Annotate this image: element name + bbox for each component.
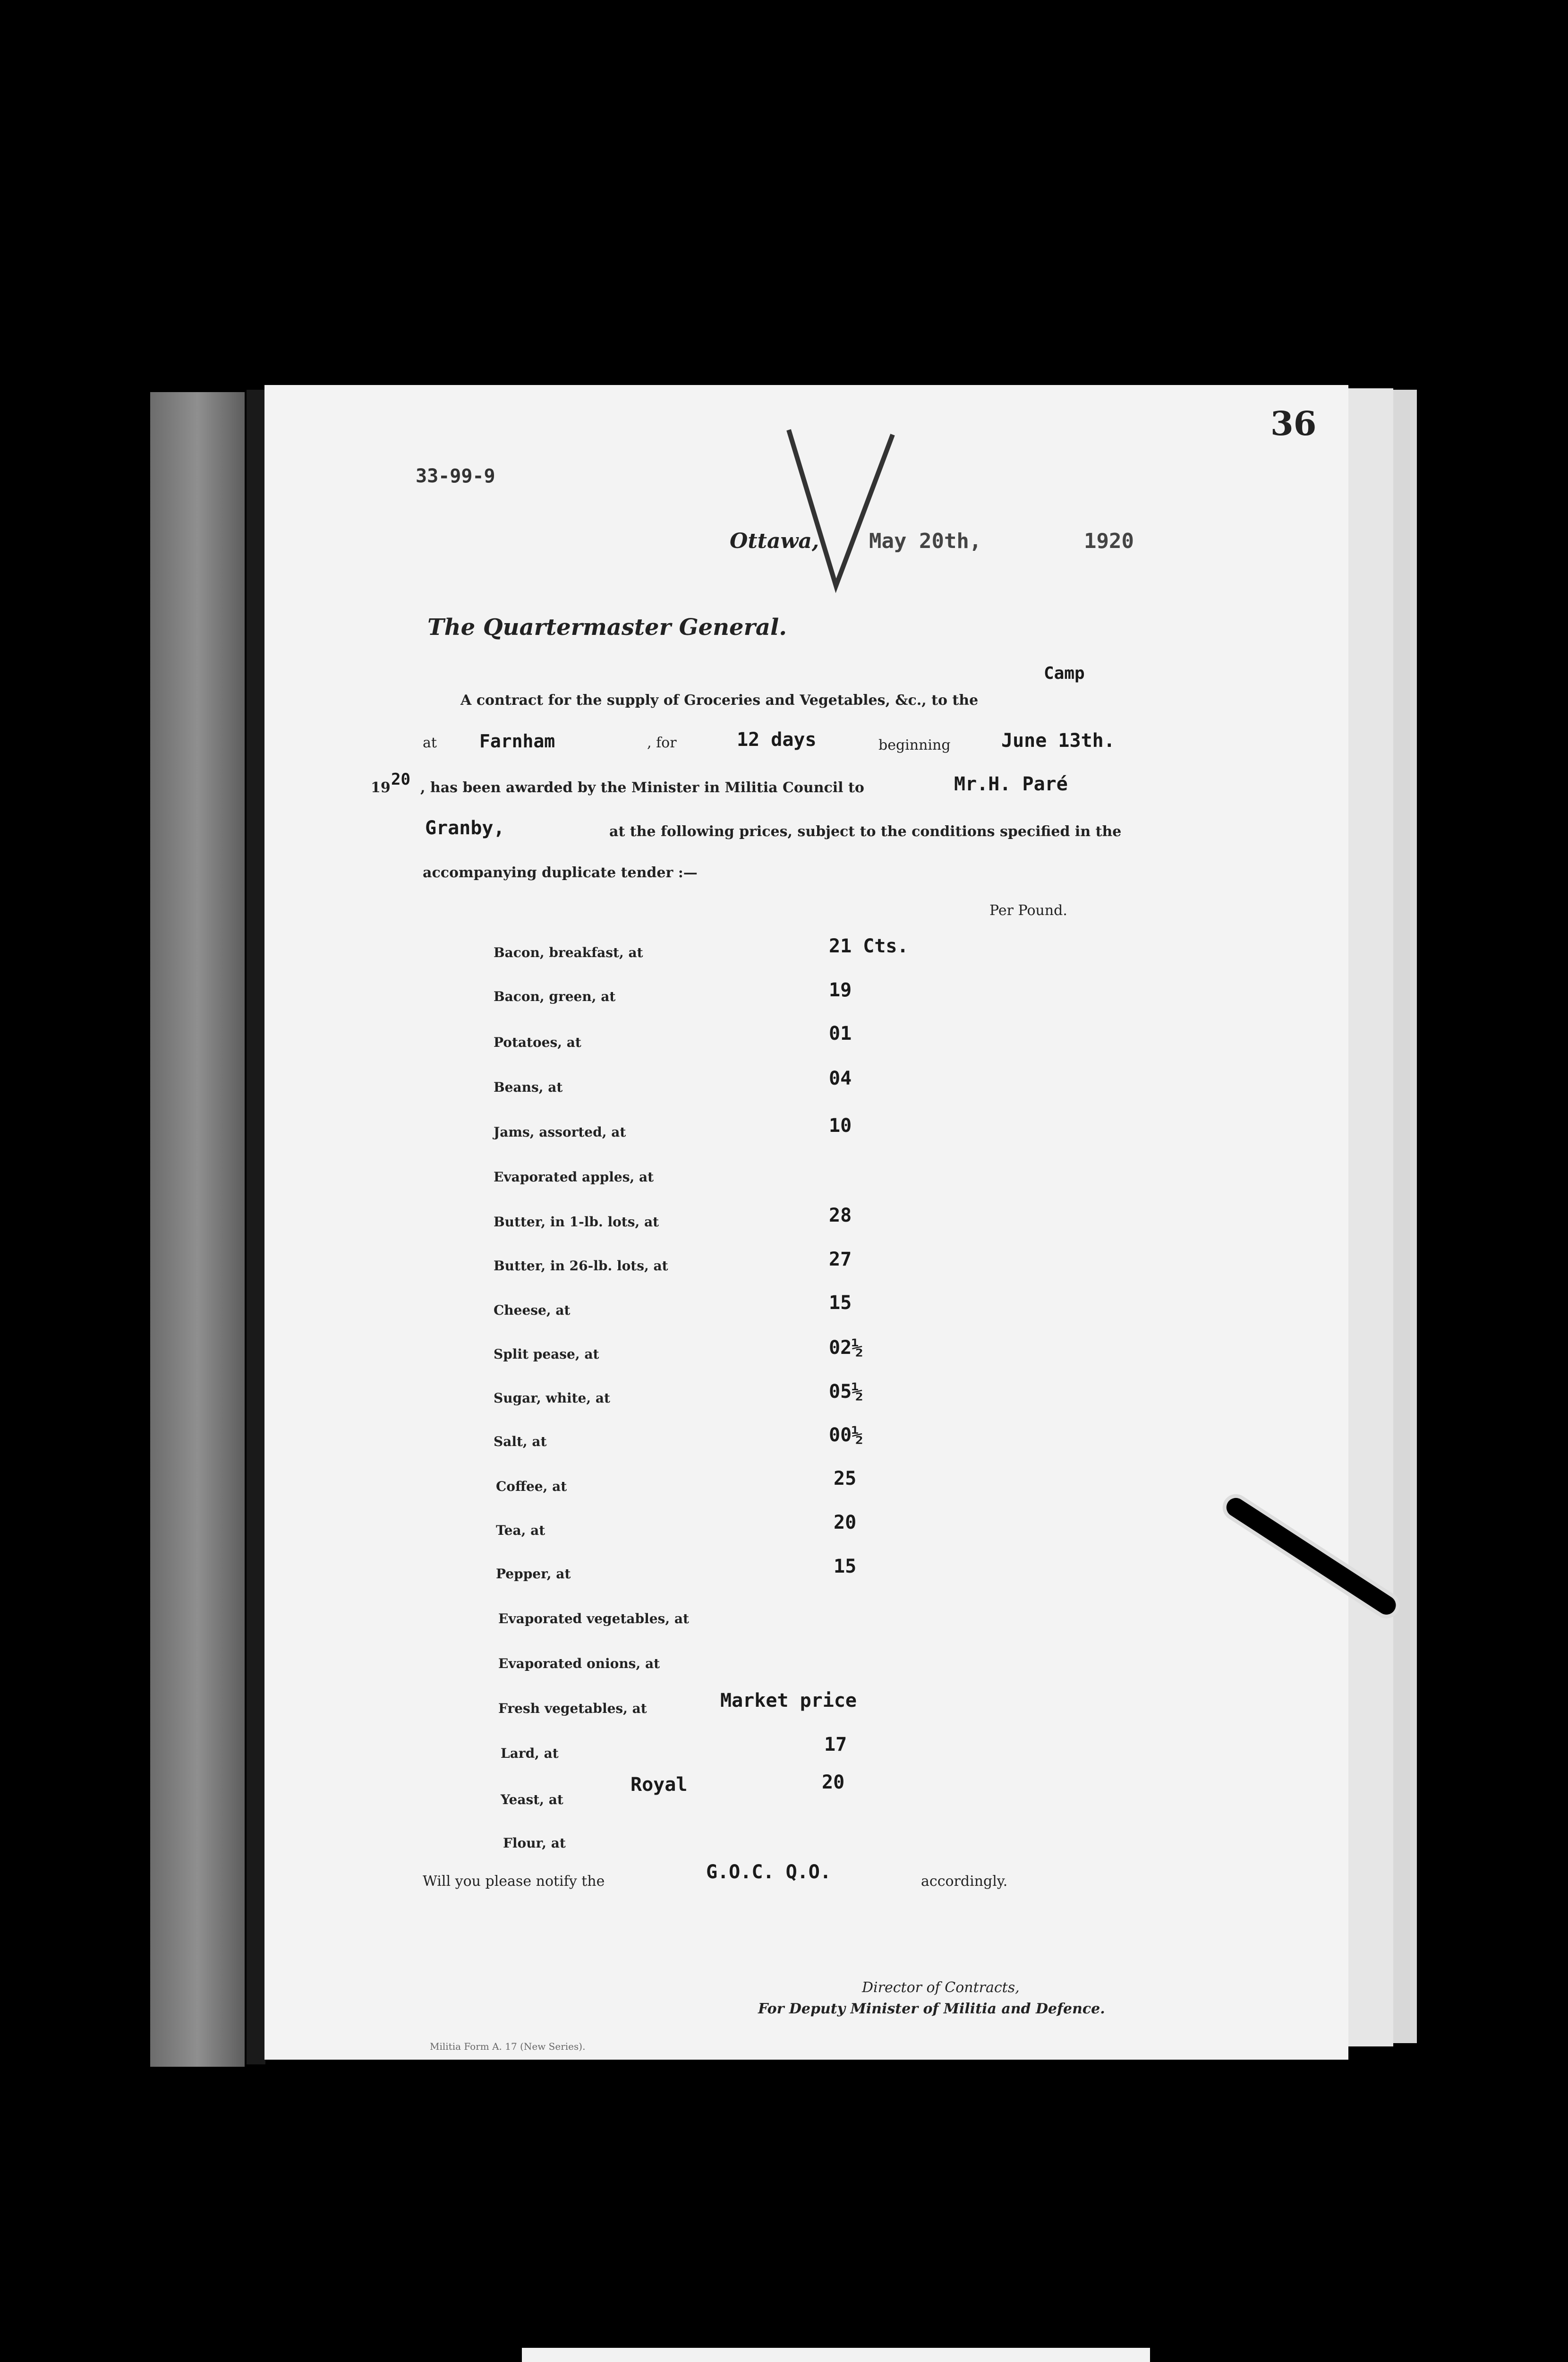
addressee: The Quartermaster General. — [427, 614, 787, 641]
list-item-label: Salt, at — [494, 1434, 547, 1449]
list-item-label: Yeast, at — [501, 1792, 563, 1807]
list-item-price: 28 — [829, 1205, 852, 1226]
list-item-label: Butter, in 1-lb. lots, at — [494, 1214, 659, 1230]
list-item-label: Tea, at — [496, 1523, 545, 1538]
list-item-price: 04 — [829, 1068, 852, 1089]
notify-prefix: Will you please notify the — [423, 1873, 605, 1890]
list-item-price: 20 — [834, 1512, 857, 1533]
location: Farnham — [479, 731, 555, 752]
list-item-price: 15 — [834, 1556, 857, 1577]
notify-recipient: G.O.C. Q.O. — [706, 1861, 831, 1883]
list-item-price: 27 — [829, 1249, 852, 1270]
for-label: , for — [647, 735, 677, 751]
form-number: Militia Form A. 17 (New Series). — [430, 2041, 586, 2052]
list-item-label: Evaporated vegetables, at — [498, 1611, 689, 1626]
list-item-price: 20 — [822, 1772, 845, 1793]
list-item-label: Coffee, at — [496, 1479, 567, 1494]
binder-edge — [150, 392, 245, 2067]
list-item-label: Jams, assorted, at — [494, 1124, 626, 1140]
contractor-name: Mr.H. Paré — [954, 773, 1068, 795]
per-pound-header: Per Pound. — [989, 902, 1067, 919]
list-item-price: 00½ — [829, 1424, 863, 1446]
check-mark — [779, 425, 902, 595]
list-item-label: Evaporated onions, at — [498, 1656, 660, 1671]
list-item-price: 02½ — [829, 1337, 863, 1359]
list-item-label: Fresh vegetables, at — [498, 1701, 647, 1716]
binder-gutter — [247, 390, 265, 2064]
letter-date: May 20th, — [869, 529, 982, 553]
list-item-price: 15 — [829, 1292, 852, 1314]
archive-source-label — [522, 2348, 1150, 2362]
list-item-label: Bacon, green, at — [494, 989, 616, 1004]
list-item-label: Lard, at — [501, 1746, 559, 1761]
list-item-label: Pepper, at — [496, 1566, 571, 1582]
accompanying-text: accompanying duplicate tender :— — [423, 864, 698, 881]
contractor-town: Granby, — [425, 817, 505, 839]
list-item-price: 17 — [824, 1734, 847, 1755]
list-item-price: 05½ — [829, 1381, 863, 1403]
list-item-price: 10 — [829, 1115, 852, 1137]
file-reference: 33-99-9 — [416, 465, 495, 487]
list-item-label: Cheese, at — [494, 1302, 571, 1318]
list-item-price: 19 — [829, 979, 852, 1001]
list-item-price: Market price — [720, 1690, 857, 1712]
list-item-price: 25 — [834, 1468, 857, 1489]
prices-text: at the following prices, subject to the conditions specified in the — [609, 823, 1122, 840]
list-item-label: Split pease, at — [494, 1346, 599, 1362]
start-date: June 13th. — [1001, 730, 1115, 752]
duration: 12 days — [737, 729, 817, 751]
list-item-label: Flour, at — [503, 1835, 566, 1851]
list-item-label: Butter, in 26-lb. lots, at — [494, 1258, 668, 1274]
letter-year: 1920 — [1084, 529, 1134, 553]
signature-title: Director of Contracts, — [862, 1979, 1020, 1996]
list-item-label: Potatoes, at — [494, 1035, 581, 1050]
list-item-label: Evaporated apples, at — [494, 1169, 654, 1185]
list-item-price: 21 Cts. — [829, 935, 909, 957]
folio-number: 36 — [1270, 404, 1317, 443]
list-item-label: Sugar, white, at — [494, 1390, 610, 1406]
notify-suffix: accordingly. — [921, 1873, 1008, 1890]
yeast-brand: Royal — [631, 1774, 688, 1796]
list-item-price: 01 — [829, 1023, 852, 1044]
beginning-label: beginning — [878, 737, 951, 753]
signature-for: For Deputy Minister of Militia and Defence. — [758, 2001, 1105, 2017]
awarded-text: , has been awarded by the Minister in Militia Council to — [420, 779, 864, 796]
year-prefix: 19 — [371, 779, 391, 796]
letter-page — [264, 385, 1348, 2060]
list-item-label: Bacon, breakfast, at — [494, 945, 643, 960]
list-item-label: Beans, at — [494, 1079, 563, 1095]
intro-line: A contract for the supply of Groceries and Vegetables, &c., to the — [460, 692, 979, 709]
year-suffix: 20 — [391, 770, 410, 789]
at-label: at — [423, 735, 437, 751]
camp-word: Camp — [1044, 664, 1085, 683]
place-line: Ottawa, — [730, 529, 819, 553]
